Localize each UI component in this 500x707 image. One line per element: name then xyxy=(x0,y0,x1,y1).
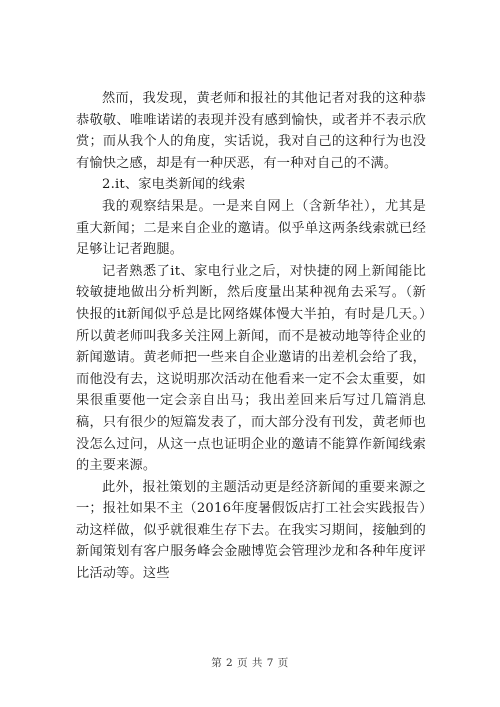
page-number-footer: 第 2 页 共 7 页 xyxy=(211,657,289,669)
paragraph-attitude: 然而，我发现，黄老师和报社的其他记者对我的这种恭恭敬敬、唯唯诺诺的表现并没有感到愉快，或者并不表示欣赏；而从我个人的角度，实话说，我对自己的这种行为也没有愉快之感，却是有一种厌恶，有一种对自己的不满。 xyxy=(76,91,426,171)
section-heading-news-leads: 2.it、家电类新闻的线索 xyxy=(102,177,246,193)
paragraph-online-news: 记者熟悉了it、家电行业之后，对快捷的网上新闻能比较敏捷地做出分析判断，然后度量出某种视角去采写。（新快报的it新闻似乎总是比网络媒体慢大半拍，有时是几天。）所以黄老师叫我多关注网上新闻，而不是被动地等待企业的新闻邀请。黄老师把一些来自企业邀请的出差机会给了我，而他没有去，这说明那次活动在他看来一定不会太重要，如果很重要他一定会亲自出马；我出差回来后写过几篇消息稿，只有很少的短篇发表了，而大部分没有刊发，黄老师也没怎么过问，从这一点也证明企业的邀请不能算作新闻线索的主要来源。 xyxy=(76,263,426,474)
document-body xyxy=(76,88,426,585)
paragraph-planned-events: 此外，报社策划的主题活动更是经济新闻的重要来源之一；报社如果不主（2016年度暑假饭店打工社会实践报告）动这样做，似乎就很难生存下去。在我实习期间，接触到的新闻策划有客户服务峰会金融博览会管理沙龙和各种年度评比活动等。这些 xyxy=(76,479,426,582)
paragraph-observation: 我的观察结果是。一是来自网上（含新华社），尤其是重大新闻；二是来自企业的邀请。似乎单这两条线索就已经足够让记者跑腿。 xyxy=(76,198,426,258)
